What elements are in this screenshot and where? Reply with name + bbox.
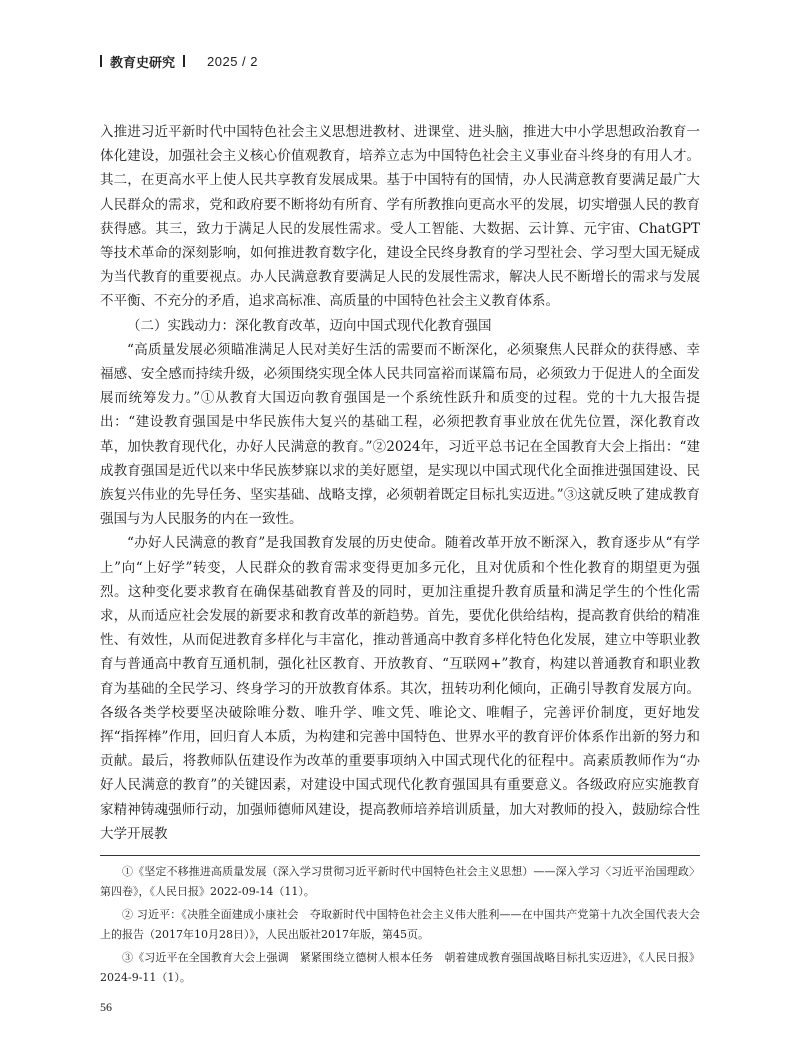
header-bar-right — [183, 55, 185, 67]
paragraph-2: “高质量发展必须瞄准满足人民对美好生活的需要而不断深化，必须聚焦人民群众的获得感、幸福感、安全感而持续升级，必须围绕实现全体人民共同富裕而谋篇布局，必须致力于促进人的全面发展而统筹发力。”①从教育大国迈向教育强国是一个系统性跃升和质变的过程。党的十九大报告提出：“建设教育强国是中华民族伟大复兴的基础工程，必须把教育事业放在优先位置，深化教育改革，加快教育现代化，办好人民满意的教育。”②2024年，习近平总书记在全国教育大会上指出：“建成教育强国是近代以来中华民族梦寐以求的美好愿望，是实现以中国式现代化全面推进强国建设、民族复兴伟业的先导任务、坚实基础、战略支撑，必须朝着既定目标扎实迈进。”③这就反映了建成教育强国与为人民服务的内在一致性。 — [100, 341, 700, 528]
footnote-2: ② 习近平：《决胜全面建成小康社会 夺取新时代中国特色社会主义伟大胜利——在中国共产党第十九次全国代表大会上的报告（2017年10月28日）》，人民出版社2017年版，第45页。 — [100, 908, 700, 941]
footnote-3: ③《习近平在全国教育大会上强调 紧紧围绕立德树人根本任务 朝着建成教育强国战略目标扎实迈进》，《人民日报》2024-9-11（1）。 — [100, 951, 700, 984]
issue-number: 2025 / 2 — [207, 53, 259, 69]
page-number: 56 — [100, 1000, 112, 1014]
paragraph-3: “办好人民满意的教育”是我国教育发展的历史使命。随着改革开放不断深入，教育逐步从“有学上”向“上好学”转变，人民群众的教育需求变得更加多元化，且对优质和个性化教育的期望更为强烈。这种变化要求教育在确保基础教育普及的同时，更加注重提升教育质量和满足学生的个性化需求，从而适应社会发展的新要求和教育改革的新趋势。首先，要优化供给结构，提高教育供给的精准性、有效性，从而促进教育多样化与丰富化，推动普通高中教育多样化特色化发展，建立中等职业教育与普通高中教育互通机制，强化社区教育、开放教育、“互联网+”教育，构建以普通教育和职业教育为基础的全民学习、终身学习的开放教育体系。其次，扭转功利化倾向，正确引导教育发展方向。各级各类学校要坚决破除唯分数、唯升学、唯文凭、唯论文、唯帽子，完善评价制度，更好地发挥“指挥棒”作用，回归育人本质，为构建和完善中国特色、世界水平的教育评价体系作出新的努力和贡献。最后，将教师队伍建设作为改革的重要事项纳入中国式现代化的征程中。高素质教师作为“办好人民满意的教育”的关键因素，对建设中国式现代化教育强国具有重要意义。各级政府应实施教育家精神铸魂强师行动，加强师德师风建设，提高教师培养培训质量，加大对教师的投入，鼓励综合性大学开展教 — [100, 535, 700, 842]
paragraph-1: 入推进习近平新时代中国特色社会主义思想进教材、进课堂、进头脑，推进大中小学思想政治教育一体化建设，加强社会主义核心价值观教育，培养立志为中国特色社会主义事业奋斗终身的有用人才。其二，在更高水平上使人民共享教育发展成果。基于中国特有的国情，办人民满意教育要满足最广大人民群众的需求，党和政府要不断将幼有所育、学有所教推向更高水平的发展，切实增强人民的教育获得感。其三，致力于满足人民的发展性需求。受人工智能、大数据、云计算、元宇宙、ChatGPT等技术革命的深刻影响，如何推进教育数字化，建设全民终身教育的学习型社会、学习型大国无疑成为当代教育的重要视点。办人民满意教育要满足人民的发展性需求，解决人民不断增长的需求与发展不平衡、不充分的矛盾，追求高标准、高质量的中国特色社会主义教育体系。 — [100, 124, 700, 310]
footnotes — [100, 862, 700, 991]
footnote-1: ①《坚定不移推进高质量发展（深入学习贯彻习近平新时代中国特色社会主义思想）——深入学习〈习近平治国理政〉第四卷》，《人民日报》2022-09-14（11）。 — [100, 865, 700, 898]
footnote-divider — [100, 855, 700, 856]
section-heading: （二）实践动力：深化教育改革，迈向中国式现代化教育强国 — [127, 317, 492, 334]
running-head — [100, 50, 258, 72]
body-text — [100, 120, 700, 846]
journal-title: 教育史研究 — [110, 55, 176, 71]
header-bar-left — [100, 55, 102, 67]
